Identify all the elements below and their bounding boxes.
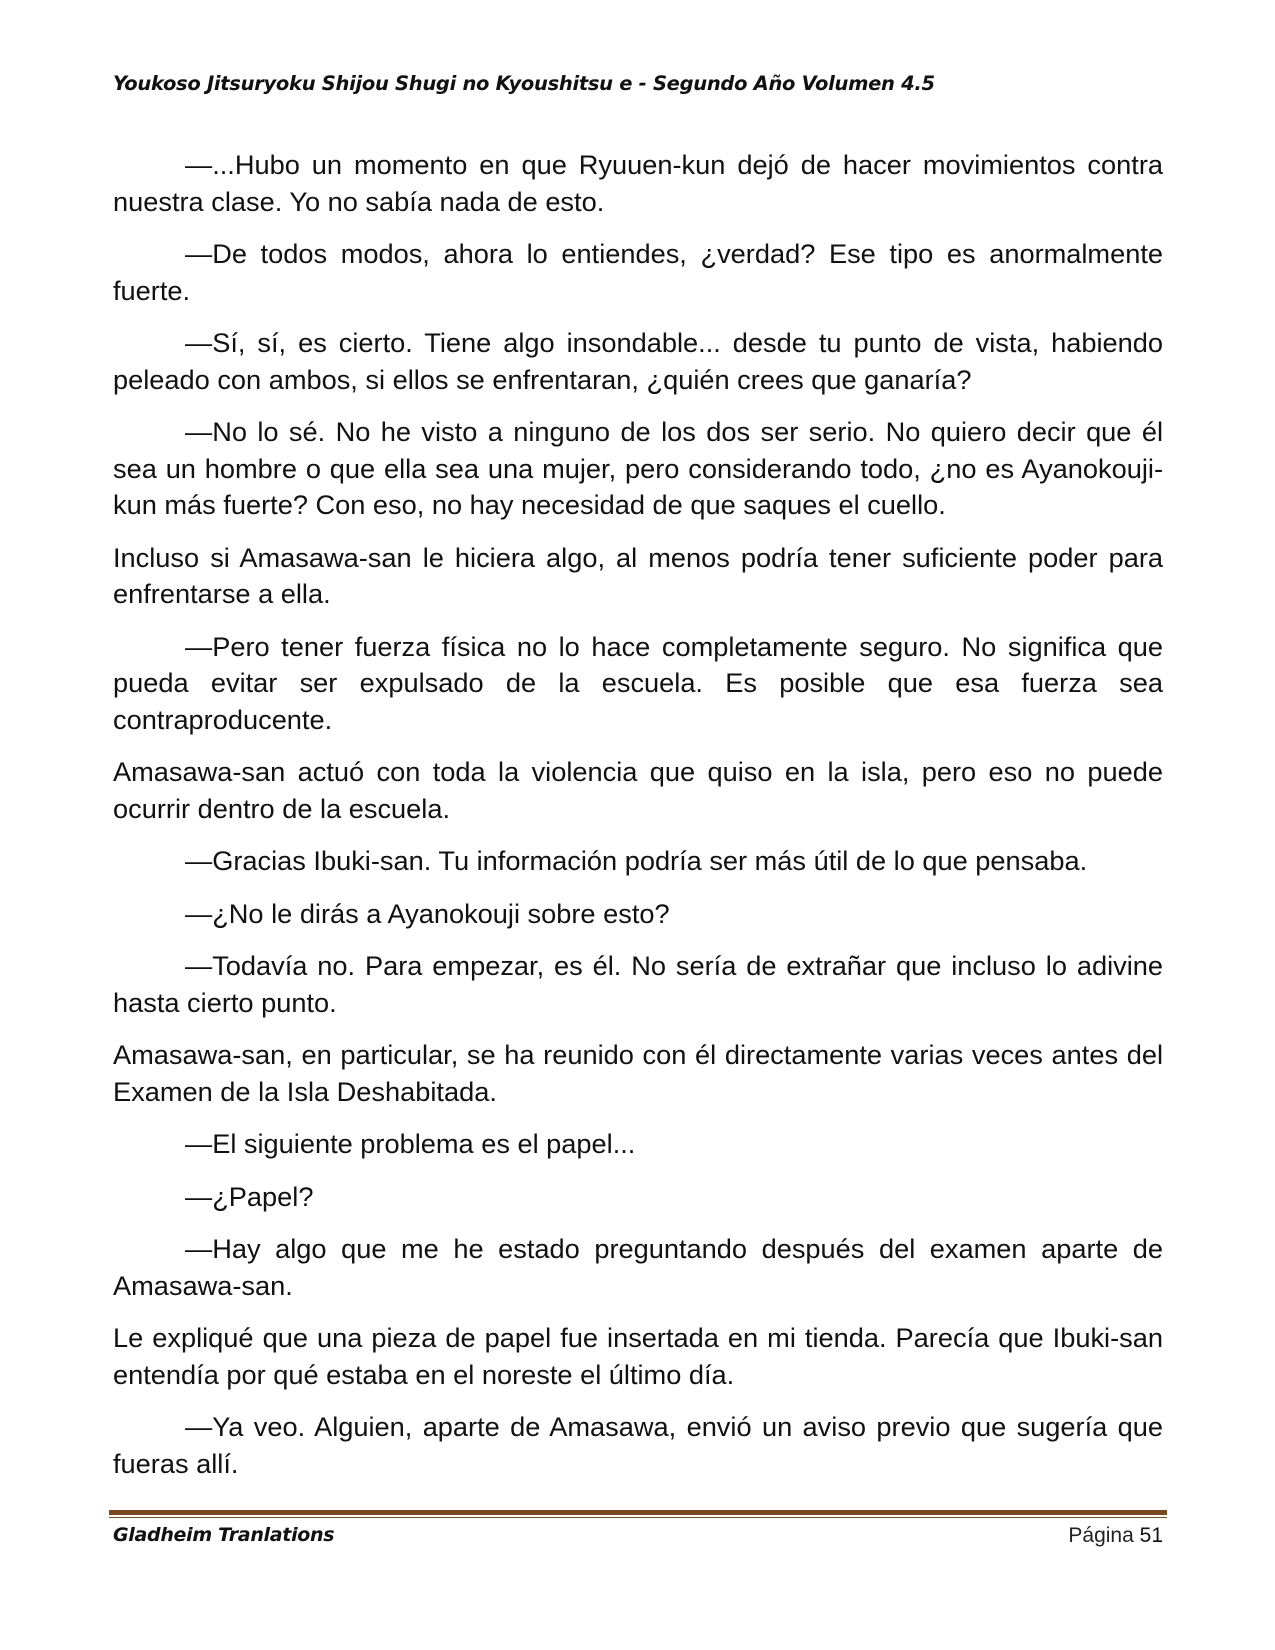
paragraph: —...Hubo un momento en que Ryuuen-kun dejó de hacer movimientos contra nuestra clase. Yo no sabía nada de esto.: [113, 149, 1163, 217]
paragraph: Incluso si Amasawa-san le hiciera algo, al menos podría tener suficiente poder para enfrentarse a ella.: [113, 541, 1163, 609]
paragraph: —Todavía no. Para empezar, es él. No sería de extrañar que incluso lo adivine hasta cierto punto.: [113, 950, 1163, 1018]
paragraph: —¿No le dirás a Ayanokouji sobre esto?: [185, 897, 670, 929]
footer-divider-thick: [109, 1510, 1167, 1515]
paragraph: —Pero tener fuerza física no lo hace completamente seguro. No significa que pueda evitar ser expulsado de la escuela. Es posible que esa fuerza sea contraproducente.: [113, 630, 1163, 735]
paragraph: Amasawa-san, en particular, se ha reunido con él directamente varias veces antes del Examen de la Isla Deshabitada.: [113, 1039, 1163, 1107]
page-number-label: [1068, 1524, 1163, 1548]
paragraph: Amasawa-san actuó con toda la violencia que quiso en la isla, pero eso no puede ocurrir dentro de la escuela.: [113, 756, 1163, 824]
paragraph: —El siguiente problema es el papel...: [185, 1128, 636, 1159]
page-number: 51: [1139, 1524, 1163, 1547]
footer-divider-thin: [109, 1517, 1167, 1518]
paragraph: —Sí, sí, es cierto. Tiene algo insondable... desde tu punto de vista, habiendo peleado con ambos, si ellos se enfrentaran, ¿quién crees que ganaría?: [113, 327, 1163, 395]
page-label: Página: [1068, 1524, 1134, 1547]
paragraph: —Gracias Ibuki-san. Tu información podría ser más útil de lo que pensaba.: [185, 845, 1088, 876]
document-body: [113, 147, 1163, 1498]
paragraph: Le expliqué que una pieza de papel fue insertada en mi tienda. Parecía que Ibuki-san entendía por qué estaba en el noreste el último día.: [113, 1322, 1163, 1390]
paragraph: —¿Papel?: [185, 1180, 314, 1212]
paragraph: —Ya veo. Alguien, aparte de Amasawa, envió un aviso previo que sugería que fueras allí.: [113, 1411, 1163, 1479]
paragraph: —No lo sé. No he visto a ninguno de los dos ser serio. No quiero decir que él sea un hombre o que ella sea una mujer, pero considerando todo, ¿no es Ayanokouji-kun más fuerte? Con eso, no hay necesidad de que saques el cuello.: [113, 416, 1163, 520]
footer-translator: Gladheim Tranlations: [113, 1524, 335, 1546]
paragraph: —Hay algo que me he estado preguntando después del examen aparte de Amasawa-san.: [113, 1233, 1163, 1301]
footer-divider: [109, 1510, 1167, 1518]
paragraph: —De todos modos, ahora lo entiendes, ¿verdad? Ese tipo es anormalmente fuerte.: [113, 238, 1163, 306]
page-header-title: Youkoso Jitsuryoku Shijou Shugi no Kyoushitsu e - Segundo Año Volumen 4.5: [113, 72, 935, 95]
